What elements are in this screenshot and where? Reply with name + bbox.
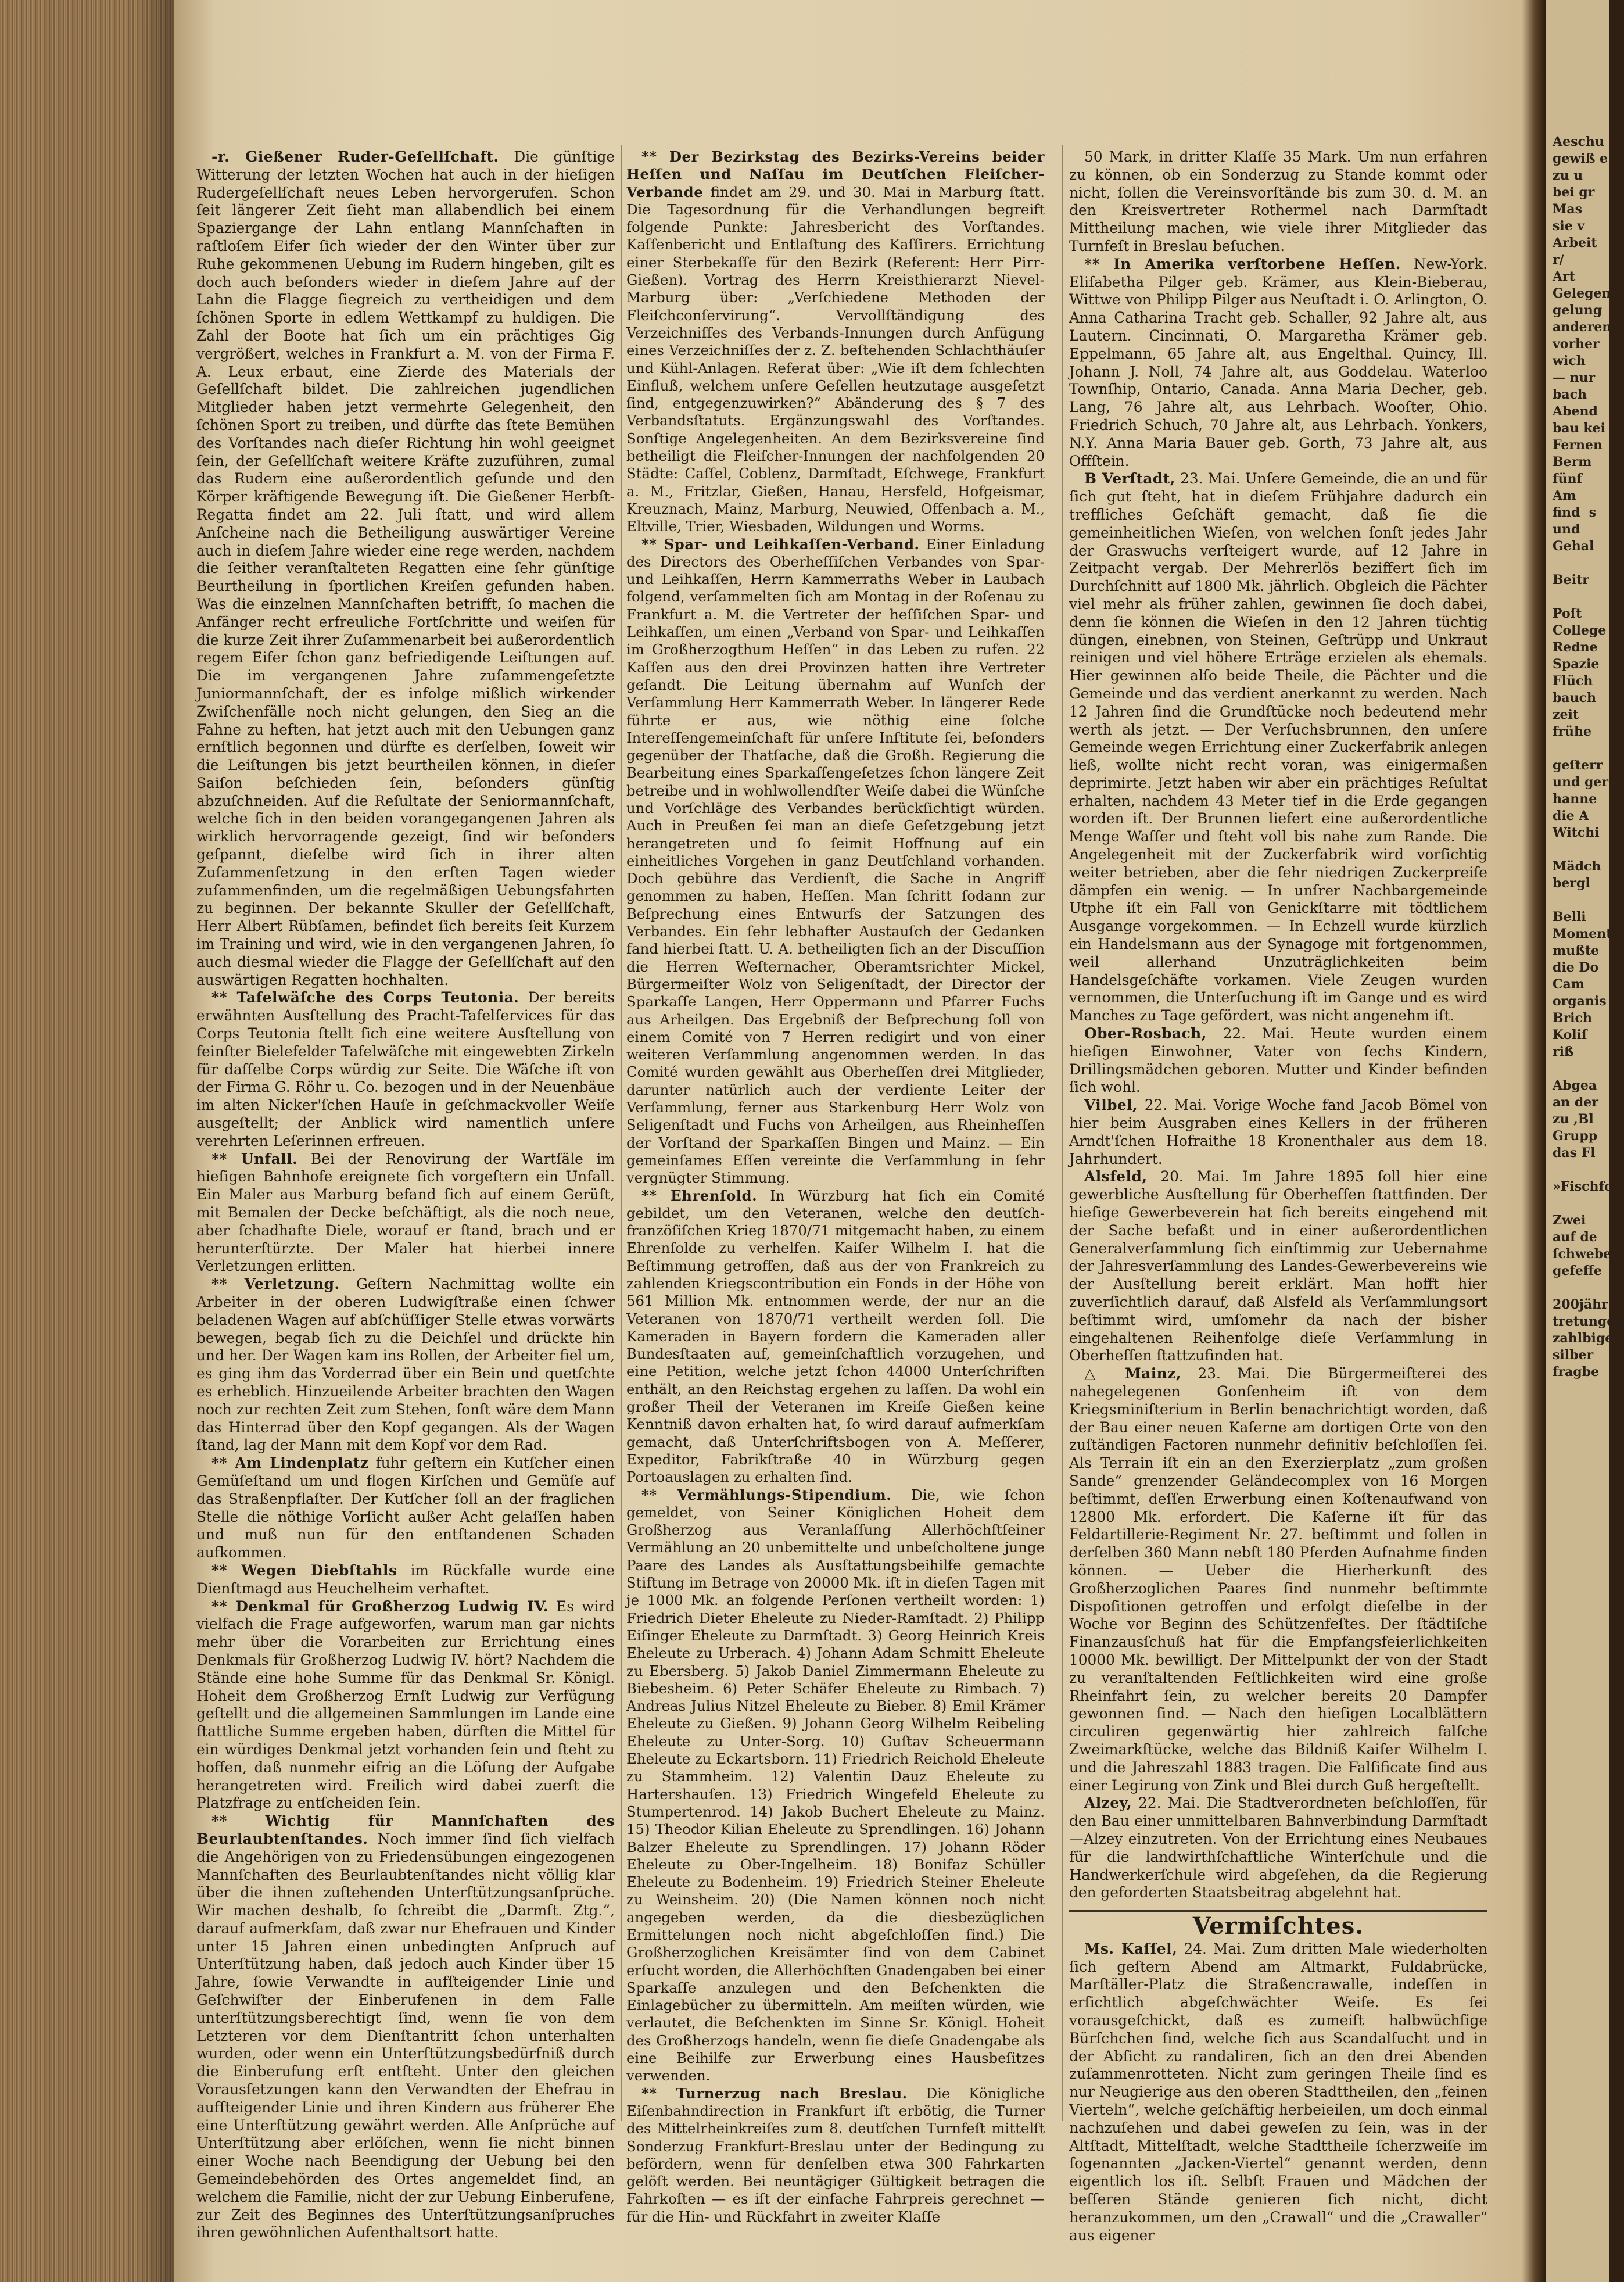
article-paragraph	[1069, 470, 1487, 1025]
article-heading: ** Ehrenſold.	[641, 1187, 758, 1204]
article-heading: ** Wegen Diebſtahls	[211, 1561, 397, 1579]
article-body: 22. Mai. Die Stadtverordneten beſchloſſen, für den Bau einer unmittelbaren Bahnverbindung Darmſtadt—Alzey einzutreten. Von der Errichtung eines Neubaues für die landwirthſchaftliche Winterſchule und die Handwerkerſchule wird abgeſehen, da die Regierung den geforderten Staatsbeitrag abgelehnt hat.	[1069, 1794, 1488, 1901]
article-paragraph	[196, 148, 615, 989]
article-paragraph	[1069, 1025, 1487, 1097]
article-heading: ** Wichtig für Mannſchaften des Beurlaubtenſtandes.	[196, 1812, 615, 1847]
article-body: 20. Mai. Im Jahre 1895 ſoll hier eine gewerbliche Ausſtellung für Oberheſſen ſtattfinden. Der hieſige Gewerbeverein hat ſich bereits eingehend mit der Sache befaßt und in einer außerordentlichen Generalverſammlung ſich einſtimmig zur Uebernahme der Jahresverſammlung des Landes-Gewerbevereins wie der Ausſtellung bereit erklärt. Man hofft hier zuverſichtlich darauf, daß Alsfeld als Verſammlungsort beſtimmt wird, umſomehr da nach der bisher eingehaltenen Reihenfolge dieſe Verſammlung in Oberheſſen ſtattzufinden hat.	[1069, 1168, 1487, 1364]
article-heading: ** Verletzung.	[211, 1276, 340, 1293]
article-body: Bei der Renovirung der Wartſäle im hieſigen Bahnhofe ereignete ſich vorgeſtern ein Unfall. Ein Maler aus Marburg befand ſich auf einem Gerüſt, mit Bemalen der Decke beſchäftigt, als die noch neue, aber ſchadhafte Diele, worauf er ſtand, brach und er herunterſtürzte. Der Maler hat hierbei innere Verletzungen erlitten.	[196, 1150, 615, 1275]
article-paragraph	[626, 148, 1045, 536]
article-body: 22. Mai. Vorige Woche fand Jacob Bömel von hier beim Ausgraben eines Kellers in der früheren Arndt'ſchen Hofraithe 18 Kronenthaler aus dem 18. Jahrhundert.	[1069, 1097, 1487, 1167]
article-body: Die Königliche Eiſenbahndirection in Frankfurt iſt erbötig, die Turner des Mittelrheinkreiſes zum 8. deutſchen Turnfeſt mittelſt Sonderzug Frankfurt-Breslau unter der Bedingung zu befördern, wenn für denſelben etwa 300 Fahrkarten gelöſt werden. Bei neuntägiger Gültigkeit betragen die Fahrkoſten — es iſt der einfache Fahrpreis gerechnet — für die Hin- und Rückfahrt in zweiter Klaſſe	[626, 2084, 1045, 2225]
article-heading: Ms. Kaſſel,	[1084, 1940, 1178, 1957]
article-body: im Rückfalle wurde eine Dienſtmagd aus Heuchelheim verhaftet.	[196, 1561, 615, 1597]
article-paragraph	[196, 1598, 615, 1813]
article-body: Einer Einladung des Directors des Oberheſſiſchen Verbandes von Spar- und Leihkaſſen, Herrn Kammerraths Weber in Laubach folgend, verſammelten ſich am Montag in der Roſenau zu Frankfurt a. M. die Vertreter der heſſiſchen Spar- und Leihkaſſen, um einen „Verband von Spar- und Leihkaſſen im Großherzogthum Heſſen“ in das Leben zu rufen. 22 Kaſſen aus den drei Provinzen hatten ihre Vertreter geſandt. Die Leitung übernahm auf Wunſch der Verſammlung Herr Kammerrath Weber. In längerer Rede führte er aus, wie nöthig eine ſolche Intereſſengemeinſchaft für unſere Inſtitute ſei, beſonders gegenüber der Thatſache, daß die Großh. Regierung die Bearbeitung eines Sparkaſſengeſetzes ſchon längere Zeit betreibe und in wohlwollendſter Weiſe dabei die Wünſche und Vorſchläge des Verbandes berückſichtigt würden. Auch in Preußen ſei man an dieſe Geſetzgebung jetzt herangetreten und ſo ſeimit Hoffnung auf ein einheitliches Vorgehen in ganz Deutſchland vorhanden. Doch gebühre das Verdienſt, die Sache in Angriff genommen zu haben, Heſſen. Man ſchritt ſodann zur Beſprechung eines Entwurfs der Satzungen des Verbandes. Ein ſehr lebhafter Austauſch der Gedanken fand hierbei ſtatt. U. A. betheiligten ſich an der Discuſſion die Herren Weſternacher, Oberamtsrichter Mickel, Bürgermeiſter Wolz von Seligenſtadt, der Director der Sparkaſſe Langen, Herr Oppermann und Pfarrer Fuchs aus Arheilgen. Das Ergebniß der Beſprechung ſoll von einem Comité von 7 Herren redigirt und von einer weiteren Verſammlung angenommen werden. In das Comité wurden gewählt aus Oberheſſen drei Mitglieder, darunter natürlich auch der verdiente Leiter der Verſammlung, ferner aus Starkenburg Herr Wolz von Seligenſtadt und Fuchs von Arheilgen, aus Rheinheſſen der Vorſtand der Sparkaſſen Bingen und Mainz. — Ein gemeinſames Eſſen vereinte die Verſammlung in ſehr vergnügter Stimmung.	[626, 535, 1045, 1187]
article-heading: Ober-Rosbach,	[1084, 1025, 1207, 1043]
newspaper-page	[174, 0, 1522, 2282]
article-body: New-York. Eliſabetha Pilger geb. Krämer, aus Klein-Bieberau, Wittwe von Philipp Pilger aus Neuſtadt i. O. Arlington, O. Anna Catharina Tracht geb. Schaller, 92 Jahre alt, aus Lautern. Cincinnati, O. Margaretha Krämer geb. Eppelmann, 65 Jahre alt, aus Engelthal. Quincy, Ill. Johann J. Noll, 74 Jahre alt, aus Goddelau. Waterloo Townſhip, Ontario, Canada. Anna Maria Decher, geb. Lang, 76 Jahre alt, aus Lehrbach. Wooſter, Ohio. Friedrich Schuch, 70 Jahre alt, aus Lehrbach. Yonkers, N.Y. Anna Maria Bauer geb. Gorth, 73 Jahre alt, aus Offſtein.	[1069, 255, 1487, 470]
facing-page-edge	[1546, 0, 1624, 2282]
column-1	[196, 148, 615, 2242]
article-paragraph	[626, 1187, 1045, 1486]
article-paragraph	[196, 1276, 615, 1455]
article-body: fuhr geſtern ein Kutſcher einen Gemüſeſtand um und flogen Kirſchen und Gemüſe auf das Straßenpflaſter. Der Kutſcher ſoll an der fraglichen Stelle die nöthige Vorſicht außer Acht gelaſſen haben und muß nun für den entſtandenen Schaden aufkommen.	[196, 1455, 615, 1561]
article-body: 22. Mai. Heute wurden einem hieſigen Einwohner, Vater von ſechs Kindern, Drillingsmädchen geboren. Mutter und Kinder befinden ſich wohl.	[1069, 1025, 1487, 1096]
article-paragraph	[196, 989, 615, 1150]
article-paragraph	[626, 2085, 1045, 2226]
article-heading: △ Mainz,	[1084, 1365, 1181, 1382]
article-paragraph	[626, 1486, 1045, 2085]
facing-page-text: Aeschu gewiß e zu u bei gr Mas sie v Arbeit r/ Art Gelegen gelung anderen vorher wich — nur bach Abend bau kei Fernen Berm fünf Am find s und Gehal Beitr Poſt College Redne Spazie Flüch bauch zeit frühe geſterr und ger hanne die A Witchi Mädch bergl Belli Moment mußte die Do Cam organis Brich Koliſ riß Abgea an der zu ,Bl Grupp das Fl »Fischfo Zwei auf de ſchwebe gefeffe 200jähr tretungen zahlbige silber fragbe	[1553, 134, 1624, 1380]
section-title: Vermiſchtes.	[1069, 1910, 1487, 1936]
article-heading: ** Turnerzug nach Breslau.	[641, 2084, 908, 2102]
book-gutter	[1522, 0, 1546, 2282]
article-heading: ** Denkmal für Großherzog Ludwig IV.	[211, 1597, 548, 1615]
article-heading: ** Unfall.	[211, 1150, 298, 1167]
article-paragraph	[1069, 1794, 1487, 1902]
article-body: findet am 29. und 30. Mai in Marburg ſtatt. Die Tagesordnung für die Verhandlungen begreift folgende Punkte: Jahresbericht des Vorſtandes. Kaſſenbericht und Entlaſtung des Kaſſirers. Errichtung einer Sterbekaſſe für den Bezirk (Referent: Herr Pirr-Gießen). Vortrag des Herrn Kreisthierarzt Nievel-Marburg über: „Verſchiedene Methoden der Fleiſchconſervirung“. Vervollſtändigung des Verzeichniſſes des Verbands-Innungen durch Anfügung eines Verzeichniſſes der z. Z. beſtehenden Schlachthäuſer und Kühl-Anlagen. Referat über: „Wie iſt dem ſchlechten Einfluß, welchem unſere Geſellen heutzutage ausgeſetzt ſind, entgegenzuwirken?“ Abänderung des § 7 des Verbandsſtatuts. Ergänzungswahl des Vorſtandes. Sonſtige Angelegenheiten. An dem Bezirksvereine ſind betheiligt die Fleiſcher-Innungen der nachfolgenden 20 Städte: Caſſel, Coblenz, Darmſtadt, Eſchwege, Frankfurt a. M., Fritzlar, Gießen, Hanau, Hersfeld, Hofgeismar, Kreuznach, Mainz, Marburg, Neuwied, Offenbach a. M., Eltville, Trier, Wiesbaden, Wildungen und Worms.	[626, 183, 1045, 535]
column-rule	[621, 145, 622, 2121]
article-heading: ** Tafelwäſche des Corps Teutonia.	[211, 989, 519, 1006]
article-paragraph	[1069, 148, 1487, 256]
article-body: Noch immer ſind ſich vielfach die Angehörigen von zu Friedensübungen eingezogenen Mannſchaften des Beurlaubtenſtandes nicht völlig klar über die ihnen zuſtehenden Unterſtützungsanſprüche. Wir machen deshalb, ſo ſchreibt die „Darmſt. Ztg.“, darauf aufmerkſam, daß zwar nur Ehefrauen und Kinder unter 15 Jahren einen unbedingten Anſpruch auf Unterſtützung haben, daß jedoch auch Kinder über 15 Jahre, ſowie Verwandte in aufſteigender Linie und Geſchwiſter der Einberufenen in dem Falle unterſtützungsberechtigt ſind, wenn ſie von dem Letzteren vor dem Dienſtantritt ſchon unterhalten wurden, oder wenn ein Unterſtützungsbedürfniß durch die Einberufung erſt entſteht. Unter den gleichen Vorausſetzungen kann den Verwandten der Ehefrau in aufſteigender Linie und ihren Kindern aus früherer Ehe eine Unterſtützung gewährt werden. Alle Anſprüche auf Unterſtützung aber erlöſchen, wenn ſie nicht binnen einer Woche nach Beendigung der Uebung bei den Gemeindebehörden des Ortes angemeldet ſind, an welchem die Familie, nicht der zur Uebung Einberufene, zur Zeit des Beginnes des Unterſtützungsanſpruches ihren gewöhnlichen Aufenthaltsort hatte.	[196, 1830, 615, 2241]
article-heading: Alzey,	[1084, 1794, 1132, 1812]
article-paragraph	[196, 1455, 615, 1562]
article-body: 24. Mai. Zum dritten Male wiederholten ſich geſtern Abend am Altmarkt, Fuldabrücke, Marſtäller-Platz die Straßencrawalle, indeſſen in erſichtlich abgeſchwächter Weiſe. Es ſei vorausgeſchickt, daß es zumeiſt halbwüchſige Bürſchchen ſind, welche ſich aus Scandalſucht und in der Abſicht zu randaliren, ſich an den drei Abenden zuſammenrotteten. Nicht zum geringen Theile ſind es nur Neugierige aus den oberen Stadttheilen, den „feinen Vierteln“, welche geſchäftig herbeieilen, um doch einmal nachzuſehen und dabei geweſen zu ſein, was in der Altſtadt, Mittelſtadt, welche Stadttheile ſcherzweiſe im ſogenannten „Jacken-Viertel“ genannt werden, denn eigentlich los iſt. Selbſt Frauen und Mädchen der beſſeren Stände genieren ſich nicht, dicht heranzukommen, um den „Crawall“ und die „Crawaller“ aus eigener	[1069, 1940, 1487, 2244]
article-heading: Vilbel,	[1084, 1097, 1138, 1114]
article-heading: ** Am Lindenplatz	[211, 1455, 369, 1472]
article-heading: -r. Gießener Ruder-Geſellſchaft.	[211, 148, 499, 165]
article-body: Geſtern Nachmittag wollte ein Arbeiter in der oberen Ludwigſtraße einen ſchwer beladenen Wagen auf abſchüſſiger Stelle etwas vorwärts bewegen, begab ſich zu die Deichſel und drückte hin und her. Der Wagen kam ins Rollen, der Arbeiter fiel um, es ging ihm das Vorderrad über ein Bein und quetſchte es erheblich. Hinzueilende Arbeiter brachten den Wagen noch zur rechten Zeit zum Stehen, ſonſt wäre dem Mann das Hinterrad über den Kopf gegangen. Als der Wagen ſtand, lag der Mann mit dem Kopf vor dem Rad.	[196, 1276, 615, 1454]
article-heading: B Verſtadt,	[1084, 470, 1175, 488]
article-paragraph	[196, 1151, 615, 1276]
article-paragraph	[196, 1562, 615, 1598]
article-paragraph	[626, 536, 1045, 1187]
article-paragraph	[1069, 1940, 1487, 2245]
article-body: Die, wie ſchon gemeldet, von Seiner Königlichen Hoheit dem Großherzog aus Veranlaſſung Allerhöchſtſeiner Vermählung an 20 unbemittelte und unbeſcholtene junge Paare des Landes als Ausſtattungsbeihilfe gemachte Stiftung im Betrage von 20000 Mk. iſt in dieſen Tagen mit je 1000 Mk. an folgende Perſonen vertheilt worden: 1) Friedrich Dieter Eheleute zu Nieder-Ramſtadt. 2) Philipp Eiſinger Eheleute zu Darmſtadt. 3) Georg Heinrich Kreis Eheleute zu Urberach. 4) Johann Adam Schmitt Eheleute zu Ebersberg. 5) Jakob Daniel Zimmermann Eheleute zu Biebesheim. 6) Peter Schäfer Eheleute zu Rimbach. 7) Andreas Julius Nitzel Eheleute zu Bieber. 8) Emil Krämer Eheleute zu Gießen. 9) Johann Georg Wilhelm Reibeling Eheleute zu Unter-Sorg. 10) Guſtav Scheuermann Eheleute zu Eckartsborn. 11) Friedrich Reichold Eheleute zu Stammheim. 12) Valentin Dauz Eheleute zu Hartershauſen. 13) Friedrich Wingefeld Eheleute zu Stumpertenrod. 14) Jakob Buchert Eheleute zu Mainz. 15) Theodor Kilian Eheleute zu Sprendlingen. 16) Johann Balzer Eheleute zu Sprendlingen. 17) Johann Röder Eheleute zu Ober-Ingelheim. 18) Bonifaz Schüller Eheleute zu Bodenheim. 19) Friedrich Steiner Eheleute zu Weinsheim. 20) (Die Namen können noch nicht angegeben werden, da die diesbezüglichen Ermittelungen noch nicht abgeſchloſſen ſind.) Die Großherzoglichen Kreisämter ſind von dem Cabinet erſucht worden, die Allerhöchſten Gnadengaben bei einer Sparkaſſe anzulegen und den Beſchenkten die Einlagebücher zu übermitteln. Am meiſten würden, wie verlautet, die Beſchenkten im Sinne Sr. Königl. Hoheit des Großherzogs handeln, wenn ſie dieſe Gnadengabe als eine Beihilfe zur Erwerbung eines Hausbeſitzes verwenden.	[626, 1486, 1045, 2084]
column-3	[1069, 148, 1487, 2244]
article-body: Es wird vielfach die Frage aufgeworfen, warum man gar nichts mehr über die Vorarbeiten zur Errichtung eines Denkmals für Großherzog Ludwig IV. hört? Nachdem die Stände eine hohe Summe für das Denkmal Sr. Königl. Hoheit dem Großherzog Ernſt Ludwig zur Verfügung geſtellt und die allgemeinen Sammlungen im Lande eine ſtattliche Summe ergeben haben, dürften die Mittel für ein würdiges Denkmal jetzt vorhanden ſein und ſteht zu hoffen, daß nunmehr eifrig an die Löſung der Aufgabe herangetreten wird. Freilich wird dabei zuerſt die Platzfrage zu entſcheiden ſein.	[196, 1597, 615, 1812]
article-body: In Würzburg hat ſich ein Comité gebildet, um den Veteranen, welche den deutſch-franzöſiſchen Krieg 1870/71 mitgemacht haben, zu einem Ehrenſolde zu verhelfen. Kaiſer Wilhelm I. hat die Beſtimmung getroffen, daß aus der von Frankreich zu zahlenden Kriegscontribution ein Fonds in der Höhe von 561 Million Mk. entnommen werde, der nur an die Veteranen von 1870/71 vertheilt werden ſoll. Die Kameraden in Bayern fordern die Kameraden aller Bundesſtaaten auf, gemeinſchaftlich vorzugehen, und eine Petition, welche jetzt ſchon 44000 Unterſchriften enthält, an den Reichstag ergehen zu laſſen. Da wohl ein großer Theil der Veteranen im Kreiſe Gießen keine Kenntniß davon erhalten hat, ſo wird darauf aufmerkſam gemacht, daß Unterſchriftsbogen von A. Meſſerer, Expeditor, Fabrikſtraße 40 in Würzburg gegen Portoauslagen zu erhalten ſind.	[626, 1187, 1045, 1486]
article-heading: ** Spar- und Leihkaſſen-Verband.	[641, 535, 920, 553]
article-body: 23. Mai. Die Bürgermeiſterei des nahegelegenen Gonſenheim iſt von dem Kriegsminiſterium in Berlin benachrichtigt worden, daß der Bau einer neuen Kaſerne am dortigen Orte von den zuſtändigen Factoren nunmehr definitiv beſchloſſen ſei. Als Terrain iſt ein an den Exerzierplatz „zum großen Sande“ grenzender Geländecomplex von 16 Morgen beſtimmt, deſſen Erwerbung einen Koſtenaufwand von 12800 Mk. erfordert. Die Kaſerne iſt für das Feldartillerie-Regiment Nr. 27. beſtimmt und ſollen in derſelben 360 Mann nebſt 180 Pferden Aufnahme finden können. — Ueber die Hierherkunft des Großherzoglichen Paares ſind nunmehr beſtimmte Dispoſitionen getroffen und erfolgt dieſelbe in der Woche vor Beginn des Schützenfeſtes. Der ſtädtiſche Finanzausſchuß hat für die Empfangsfeierlichkeiten 10000 Mk. bewilligt. Der Mittelpunkt der von der Stadt zu veranſtaltenden Feſtlichkeiten wird eine große Rheinfahrt ſein, zu welcher bereits 20 Dampfer gewonnen ſind. — Nach den hieſigen Localblättern circuliren gegenwärtig hier zahlreich falſche Zweimarkſtücke, welche das Bildniß Kaiſer Wilhelm I. und die Jahreszahl 1883 tragen. Die Falſificate ſind aus einer Legirung von Zink und Blei durch Guß hergeſtellt.	[1069, 1365, 1487, 1794]
article-paragraph	[196, 1812, 615, 2242]
article-heading: ** In Amerika verſtorbene Heſſen.	[1084, 255, 1401, 273]
article-paragraph	[1069, 1365, 1487, 1794]
article-paragraph	[1069, 1097, 1487, 1168]
book-page-stack	[0, 0, 174, 2282]
article-body: Die günſtige Witterung der letzten Wochen hat auch in der hieſigen Rudergeſellſchaft neues Leben hervorgerufen. Schon ſeit längerer Zeit ſieht man allabendlich bei einem Spaziergange der Lahn entlang Mannſchaften in raſtloſem Eifer ſich wieder der den Winter über zur Ruhe gekommenen Uebung im Rudern hingeben, gilt es doch auch beſonders wieder in dieſem Jahre auf der Lahn die Flagge ſiegreich zu vertheidigen und dem ſchönen Sporte in edlem Wettkampf zu huldigen. Die Zahl der Boote hat ſich um ein prächtiges Gig vergrößert, welches in Frankfurt a. M. von der Firma F. A. Leux erbaut, eine Zierde des Materials der Geſellſchaft bildet. Die zahlreichen jugendlichen Mitglieder haben jetzt vermehrte Gelegenheit, den ſchönen Sport zu treiben, und dürfte das ſtete Bemühen des Vorſtandes nach dieſer Richtung hin wohl geeignet ſein, der Geſellſchaft weitere Kräfte zuzuführen, zumal das Rudern eine außerordentlich geſunde und den Körper kräftigende Bewegung iſt. Die Gießener Herbſt-Regatta findet am 22. Juli ſtatt, und wird allem Anſcheine nach die Betheiligung auswärtiger Vereine auch in dieſem Jahre wieder eine rege werden, nachdem die ſeither veranſtalteten Regatten eine ſehr günſtige Beurtheilung in ſportlichen Kreiſen gefunden haben. Was die einzelnen Mannſchaften betrifft, ſo machen die Anfänger recht erfreuliche Fortſchritte und weiſen für die kurze Zeit ihrer Zuſammenarbeit bei außerordentlich regem Eifer ſchon ganz befriedigende Leiſtungen auf. Die im vergangenen Jahre zuſammengeſetzte Juniormannſchaft, der es infolge mißlich wirkender Zwiſchenfälle noch nicht gelungen, den Sieg an die Fahne zu heften, hat jetzt auch mit den Uebungen ganz ernſtlich begonnen und dürfte es derſelben, ſoweit wir die Leiſtungen bis jetzt beurtheilen können, in dieſer Saiſon beſchieden ſein, beſonders günſtig abzuſchneiden. Auf die Reſultate der Seniormannſchaft, welche ſich in den beiden vorangegangenen Jahren als wirklich hervorragende gezeigt, ſind wir beſonders geſpannt, dieſelbe wird ſich in ihrer alten Zuſammenſetzung in den erſten Tagen wieder zuſammenfinden, um die regelmäßigen Uebungsfahrten zu beginnen. Der bekannte Skuller der Geſellſchaft, Herr Albert Rübſamen, befindet ſich bereits ſeit Kurzem im Training und wird, wie in den vergangenen Jahren, ſo auch diesmal wieder die Flagge der Geſellſchaft auf den auswärtigen Regatten hochhalten.	[196, 148, 615, 988]
article-paragraph	[1069, 1168, 1487, 1365]
article-body: Der bereits erwähnten Ausſtellung des Pracht-Tafelſervices für das Corps Teutonia ſtellt ſich eine weitere Ausſtellung von feinſter Bielefelder Tafelwäſche mit eingewebten Zirkeln für daſſelbe Corps würdig zur Seite. Die Wäſche iſt von der Firma G. Röhr u. Co. bezogen und in der Neuenbäue im alten Nicker'ſchen Hauſe in geſchmackvoller Weiſe ausgeſtellt; der Anblick wird namentlich unſere verehrten Leſerinnen erfreuen.	[196, 989, 615, 1149]
article-heading: ** Der Bezirkstag des Bezirks-Vereins beider Heſſen und Naſſau im Deutſchen Fleiſcher-Verbande	[626, 148, 1045, 200]
article-heading: Alsfeld,	[1084, 1168, 1148, 1185]
article-paragraph	[1069, 256, 1487, 471]
column-2	[626, 148, 1045, 2226]
column-rule	[1062, 145, 1063, 2121]
article-heading: ** Vermählungs-Stipendium.	[641, 1486, 892, 1503]
article-body: 50 Mark, in dritter Klaſſe 35 Mark. Um nun erfahren zu können, ob ein Sonderzug zu Stande kommt oder nicht, ſollen die Vereinsvorſtände bis zum 30. d. M. an den Kreisvertreter Rothermel nach Darmſtadt Mittheilung machen, wie viele ihrer Mitglieder das Turnfeſt in Breslau beſuchen.	[1069, 148, 1487, 255]
article-body: 23. Mai. Unſere Gemeinde, die an und für ſich gut ſteht, hat in dieſem Frühjahre dadurch ein treffliches Geſchäft gemacht, daß ſie die gemeinheitlichen Wieſen, von welchen ſonſt jedes Jahr der Graswuchs verſteigert wurde, auf 12 Jahre in Zeitpacht vergab. Der Mehrerlös beziffert ſich im Durchſchnitt auf 1800 Mk. jährlich. Obgleich die Pächter viel mehr als früher zahlen, gewinnen ſie doch dabei, denn ſie können die Wieſen in den 12 Jahren tüchtig düngen, einebnen, von Steinen, Geſtrüpp und Unkraut reinigen und viel höhere Erträge erzielen als ehemals. Hier gewinnen alſo beide Theile, die Pächter und die Gemeinde und das verdient anerkannt zu werden. Nach 12 Jahren ſind die Grundſtücke noch bedeutend mehr werth als jetzt. — Der Verſuchsbrunnen, den unſere Gemeinde wegen Errichtung einer Zuckerfabrik anlegen ließ, wollte nicht recht voran, was einigermaßen deprimirte. Jetzt haben wir aber ein prächtiges Reſultat erhalten, nachdem 43 Meter tief in die Erde gegangen worden iſt. Der Brunnen liefert eine außerordentliche Menge Waſſer und ſteht voll bis nahe zum Rande. Die Angelegenheit mit der Zuckerfabrik wird vorſichtig weiter betrieben, aber die ſehr niedrigen Zuckerpreiſe dämpfen ein wenig. — In unſrer Nachbargemeinde Utphe iſt ein Fall von Genickſtarre mit tödtlichem Ausgange vorgekommen. — In Echzell wurde kürzlich ein Handelsmann aus der Synagoge mit fortgenommen, weil allerhand Unzuträglichkeiten beim Handelsgeſchäfte vorkamen. Viele Zeugen wurden vernommen, die Unterſuchung iſt im Gange und es wird Manches zu Tage gefördert, was nicht angenehm iſt.	[1069, 470, 1487, 1024]
